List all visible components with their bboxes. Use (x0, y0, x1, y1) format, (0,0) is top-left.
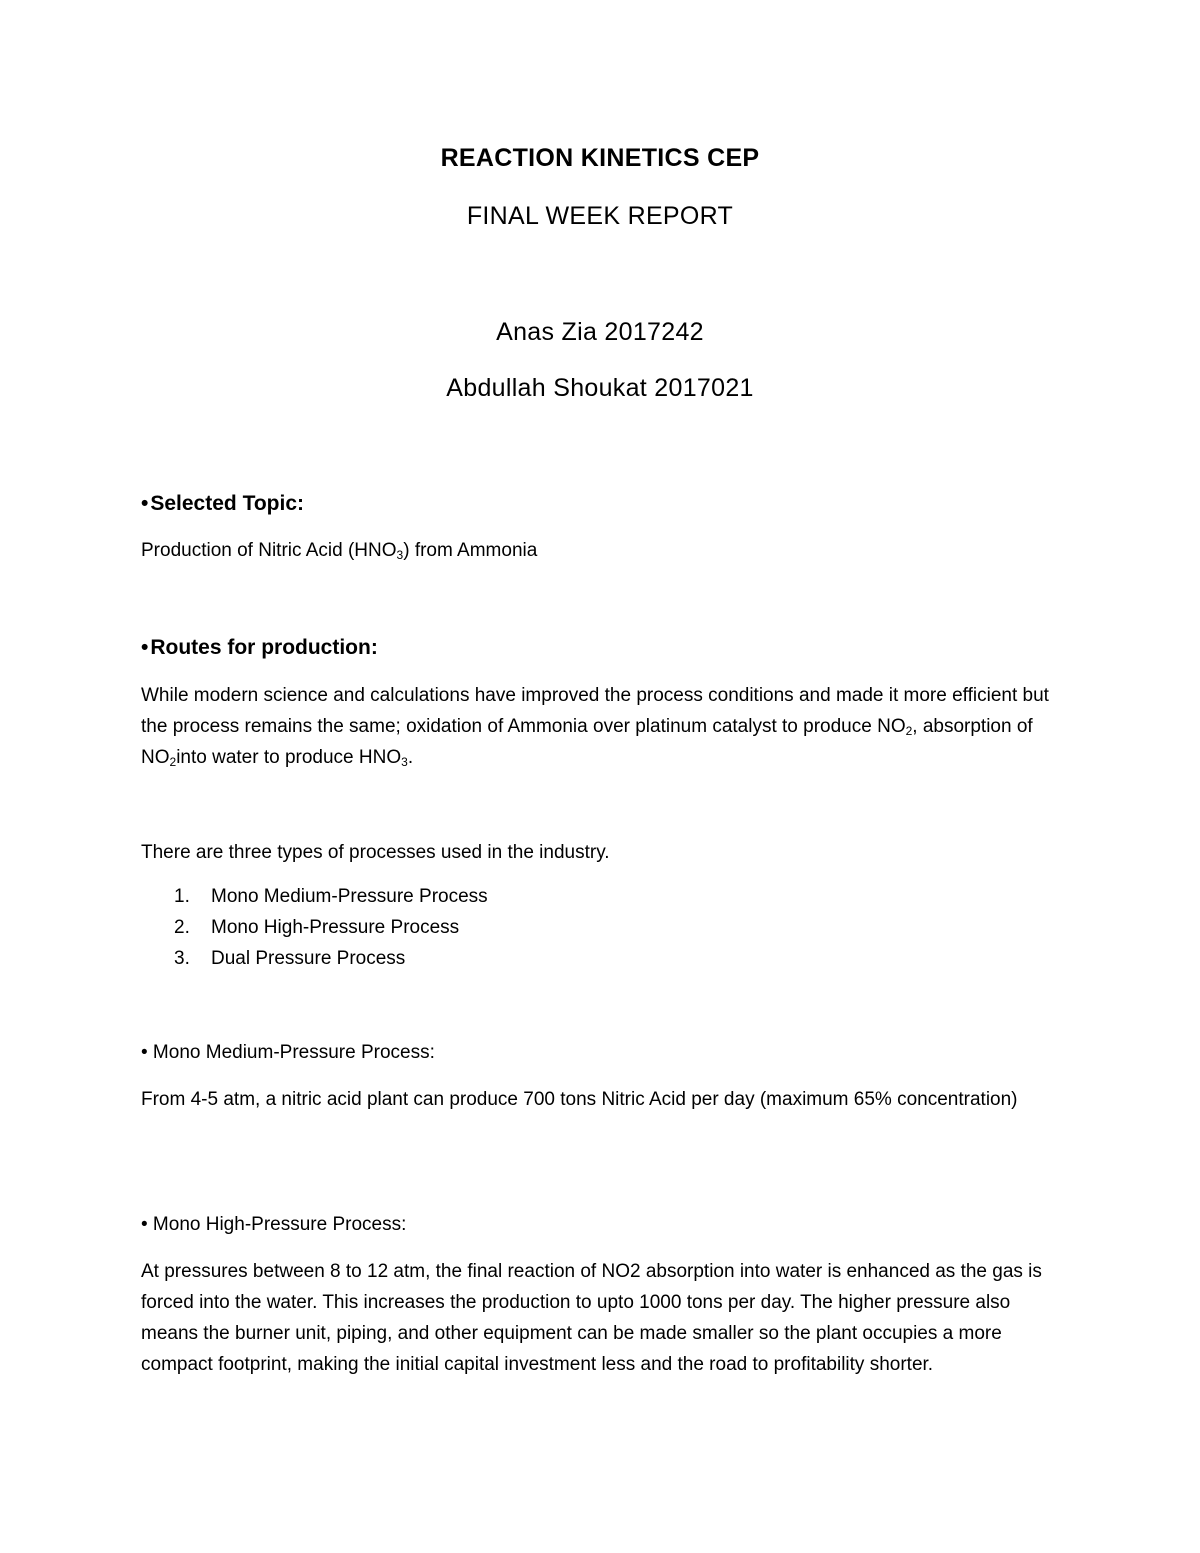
document-title: REACTION KINETICS CEP (440, 144, 760, 172)
routes-text-part: . (407, 747, 414, 768)
process-types-intro: There are three types of processes used in the industry. (141, 842, 610, 863)
routes-text-part: into water to produce HNO (176, 747, 402, 768)
selected-topic-label: Selected Topic: (150, 492, 305, 515)
author-line-1: Anas Zia 2017242 (496, 318, 704, 346)
selected-topic-heading (141, 488, 1071, 519)
bullet-icon: • (141, 492, 149, 515)
document-subtitle: FINAL WEEK REPORT (466, 202, 734, 230)
list-label: Dual Pressure Process (211, 948, 406, 969)
routes-text-part: While modern science and calculations have improved the process conditions and made it more efficient but the process remains the same; oxidation of Ammonia over platinum catalyst to produce NO (141, 685, 1049, 737)
list-number: 3. (174, 948, 190, 969)
selected-topic-text (141, 535, 1071, 566)
bullet-icon: • (141, 636, 149, 659)
list-item (174, 912, 488, 943)
author-line-2: Abdullah Shoukat 2017021 (446, 374, 754, 402)
routes-text-part: , absorption of NO (141, 716, 1033, 768)
subscript: 2 (169, 755, 177, 769)
routes-label: Routes for production: (150, 636, 378, 659)
topic-text-part: Production of Nitric Acid (HNO (141, 540, 397, 561)
list-number: 2. (174, 917, 190, 938)
list-number: 1. (174, 886, 190, 907)
subscript: 3 (396, 548, 404, 562)
mono-high-heading: • Mono High-Pressure Process: (141, 1214, 407, 1235)
list-item (174, 881, 488, 912)
process-types-list (174, 881, 488, 974)
topic-text-part: ) from Ammonia (403, 540, 538, 561)
subscript: 3 (401, 755, 408, 769)
subscript: 2 (905, 724, 913, 738)
list-label: Mono High-Pressure Process (211, 917, 460, 938)
routes-heading (141, 632, 1071, 663)
mono-high-paragraph: At pressures between 8 to 12 atm, the final reaction of NO2 absorption into water is enhanced as the gas is forced into the water. This increases the production to upto 1000 tons per day. The higher pressure also means the burner unit, piping, and other equipment can be made smaller so the plant occupies a more compact footprint, making the initial capital investment less and the road to profitability shorter. (141, 1261, 1042, 1375)
mono-medium-heading: • Mono Medium-Pressure Process: (141, 1042, 435, 1063)
routes-paragraph (141, 680, 1071, 773)
mono-medium-paragraph: From 4-5 atm, a nitric acid plant can produce 700 tons Nitric Acid per day (maximum 65% concentration) (141, 1089, 1018, 1110)
list-label: Mono Medium-Pressure Process (211, 886, 488, 907)
list-item (174, 943, 488, 974)
